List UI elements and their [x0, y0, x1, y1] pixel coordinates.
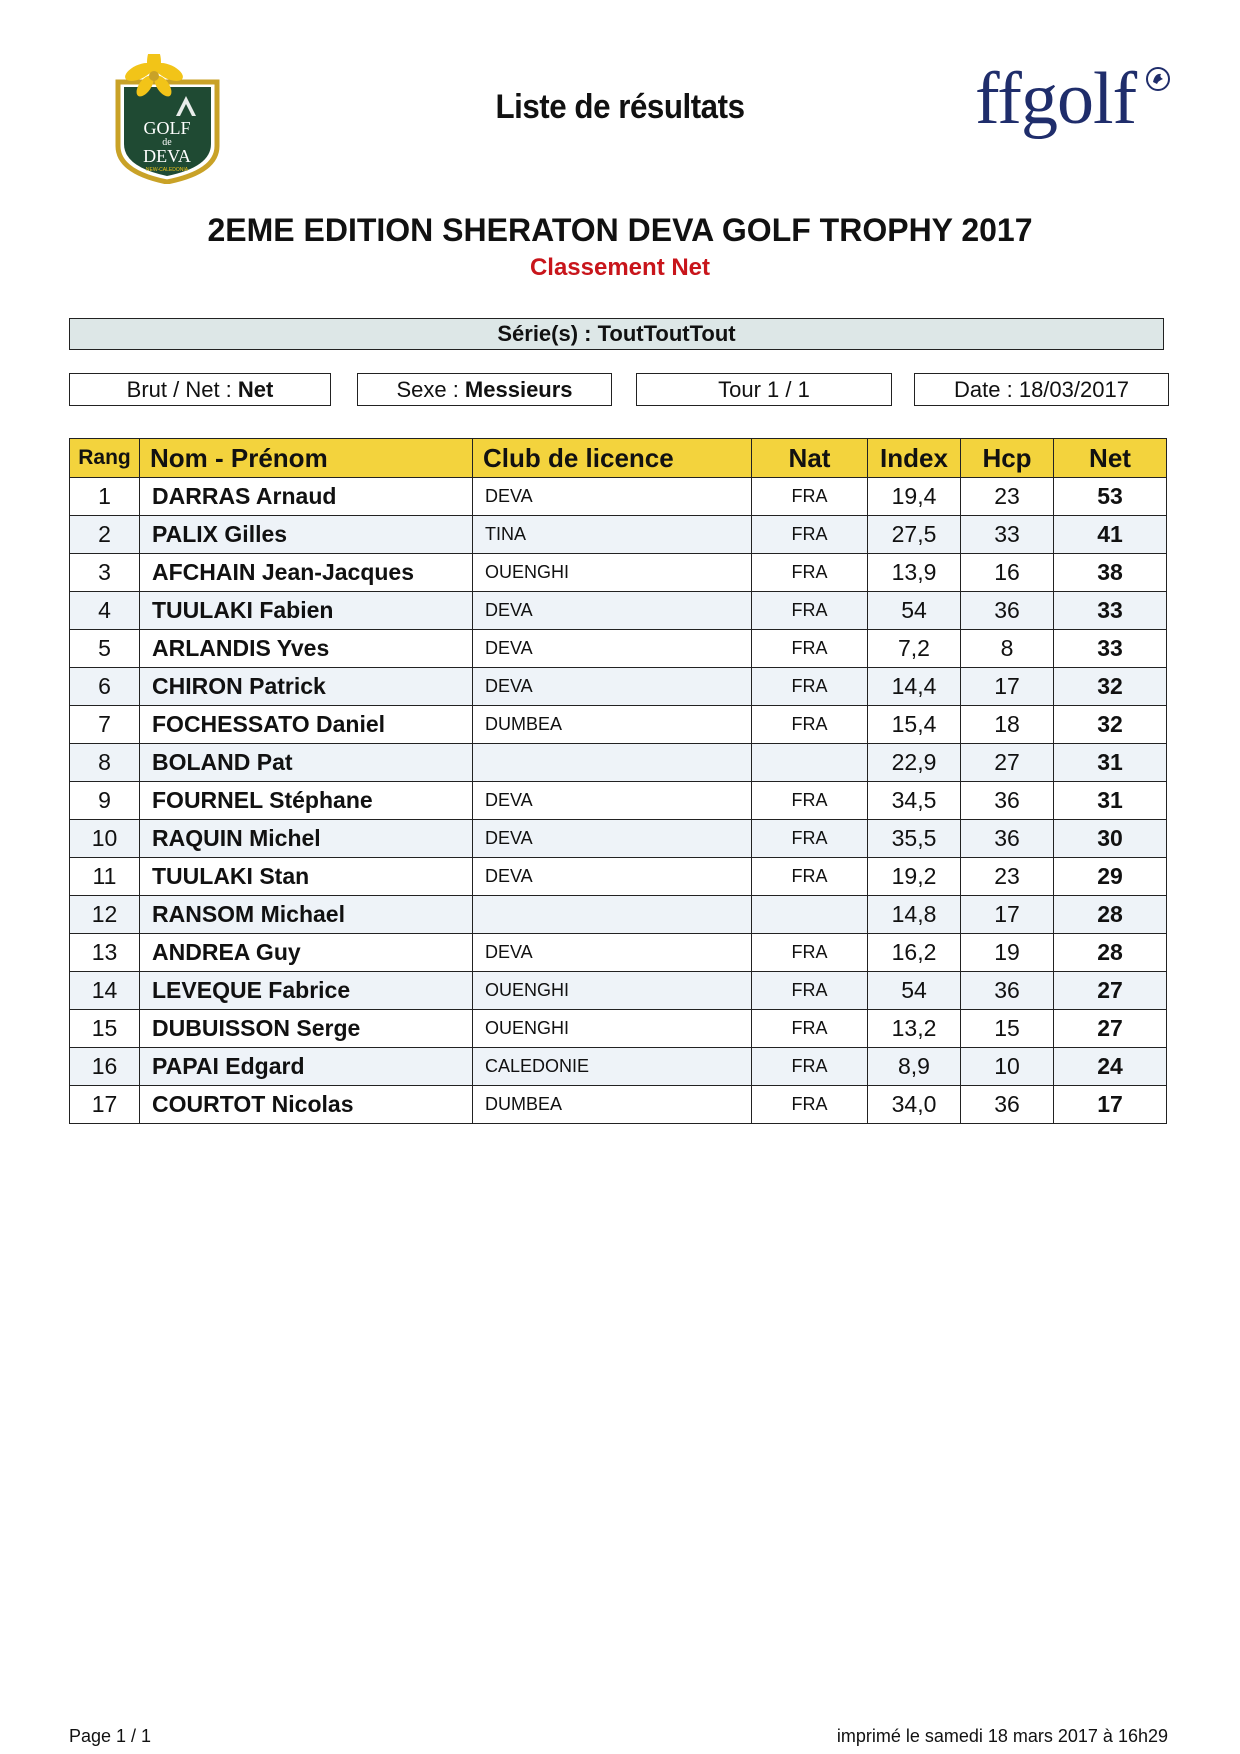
table-row: [70, 820, 1167, 858]
page-title: Liste de résultats: [495, 88, 745, 126]
table-row: [70, 896, 1167, 934]
cell-nom: TUULAKI Stan: [140, 858, 473, 896]
cell-club: DUMBEA: [473, 1086, 752, 1124]
table-row: [70, 592, 1167, 630]
event-title: 2EME EDITION SHERATON DEVA GOLF TROPHY 2017: [207, 212, 1033, 248]
cell-nat: FRA: [752, 820, 868, 858]
cell-nom: BOLAND Pat: [140, 744, 473, 782]
cell-rang: 14: [70, 972, 140, 1010]
cell-net: 33: [1054, 592, 1167, 630]
cell-index: 54: [868, 592, 961, 630]
cell-club: [473, 744, 752, 782]
cell-nat: FRA: [752, 972, 868, 1010]
cell-index: 14,4: [868, 668, 961, 706]
cell-rang: 15: [70, 1010, 140, 1048]
cell-rang: 4: [70, 592, 140, 630]
cell-nat: FRA: [752, 592, 868, 630]
cell-index: 34,0: [868, 1086, 961, 1124]
cell-rang: 6: [70, 668, 140, 706]
cell-club: OUENGHI: [473, 1010, 752, 1048]
brut-net-label: Brut / Net :: [126, 377, 238, 402]
table-row: [70, 516, 1167, 554]
cell-nom: CHIRON Patrick: [140, 668, 473, 706]
cell-index: 16,2: [868, 934, 961, 972]
cell-rang: 13: [70, 934, 140, 972]
cell-net: 27: [1054, 972, 1167, 1010]
cell-nom: FOURNEL Stéphane: [140, 782, 473, 820]
series-bar: Série(s) : ToutToutTout: [69, 318, 1164, 350]
cell-nom: DUBUISSON Serge: [140, 1010, 473, 1048]
cell-nom: ANDREA Guy: [140, 934, 473, 972]
tour-box: [636, 373, 892, 406]
cell-hcp: 17: [961, 668, 1054, 706]
cell-hcp: 36: [961, 972, 1054, 1010]
date-value: Date : 18/03/2017: [954, 377, 1129, 402]
ffgolf-wordmark: ffgolf: [975, 58, 1137, 140]
svg-text:GOLF: GOLF: [143, 118, 191, 138]
cell-club: OUENGHI: [473, 554, 752, 592]
cell-index: 22,9: [868, 744, 961, 782]
cell-net: 32: [1054, 706, 1167, 744]
cell-nat: FRA: [752, 630, 868, 668]
brut-net-value: Net: [237, 377, 274, 402]
cell-net: 28: [1054, 896, 1167, 934]
cell-rang: 16: [70, 1048, 140, 1086]
cell-index: 15,4: [868, 706, 961, 744]
cell-net: 32: [1054, 668, 1167, 706]
cell-nom: LEVEQUE Fabrice: [140, 972, 473, 1010]
cell-nom: PAPAI Edgard: [140, 1048, 473, 1086]
col-header-index: Index: [868, 439, 961, 478]
cell-club: DUMBEA: [473, 706, 752, 744]
cell-rang: 11: [70, 858, 140, 896]
cell-hcp: 19: [961, 934, 1054, 972]
cell-nom: ARLANDIS Yves: [140, 630, 473, 668]
cell-nat: FRA: [752, 782, 868, 820]
sexe-value: Messieurs: [464, 377, 573, 402]
cell-nom: TUULAKI Fabien: [140, 592, 473, 630]
cell-nat: FRA: [752, 934, 868, 972]
cell-index: 14,8: [868, 896, 961, 934]
cell-hcp: 18: [961, 706, 1054, 744]
cell-club: DEVA: [473, 630, 752, 668]
table-row: [70, 630, 1167, 668]
cell-rang: 3: [70, 554, 140, 592]
cell-hcp: 27: [961, 744, 1054, 782]
table-row: [70, 744, 1167, 782]
cell-index: 35,5: [868, 820, 961, 858]
col-header-nat: Nat: [752, 439, 868, 478]
cell-nat: FRA: [752, 1048, 868, 1086]
cell-rang: 1: [70, 478, 140, 516]
cell-club: DEVA: [473, 668, 752, 706]
print-date: imprimé le samedi 18 mars 2017 à 16h29: [836, 1726, 1168, 1746]
table-row: [70, 1086, 1167, 1124]
cell-hcp: 17: [961, 896, 1054, 934]
cell-nom: AFCHAIN Jean-Jacques: [140, 554, 473, 592]
header-row: [70, 439, 1167, 478]
cell-hcp: 33: [961, 516, 1054, 554]
table-row: [70, 1010, 1167, 1048]
cell-rang: 2: [70, 516, 140, 554]
cell-nat: FRA: [752, 478, 868, 516]
cell-nom: DARRAS Arnaud: [140, 478, 473, 516]
cell-net: 38: [1054, 554, 1167, 592]
sexe-box: [357, 373, 612, 406]
cell-net: 29: [1054, 858, 1167, 896]
cell-index: 13,2: [868, 1010, 961, 1048]
cell-club: DEVA: [473, 858, 752, 896]
cell-rang: 9: [70, 782, 140, 820]
sexe-label: Sexe :: [396, 377, 465, 402]
cell-hcp: 23: [961, 478, 1054, 516]
page-number: Page 1 / 1: [69, 1726, 152, 1746]
table-row: [70, 554, 1167, 592]
cell-index: 27,5: [868, 516, 961, 554]
cell-net: 28: [1054, 934, 1167, 972]
cell-nat: FRA: [752, 1010, 868, 1048]
cell-club: OUENGHI: [473, 972, 752, 1010]
cell-nat: FRA: [752, 516, 868, 554]
col-header-nom: Nom - Prénom: [140, 439, 473, 478]
ranking-type: Classement Net: [529, 254, 711, 281]
cell-nom: PALIX Gilles: [140, 516, 473, 554]
cell-net: 31: [1054, 782, 1167, 820]
cell-nom: FOCHESSATO Daniel: [140, 706, 473, 744]
cell-net: 30: [1054, 820, 1167, 858]
cell-nom: RANSOM Michael: [140, 896, 473, 934]
cell-nom: COURTOT Nicolas: [140, 1086, 473, 1124]
table-row: [70, 972, 1167, 1010]
cell-club: DEVA: [473, 934, 752, 972]
cell-rang: 12: [70, 896, 140, 934]
cell-club: DEVA: [473, 820, 752, 858]
cell-hcp: 36: [961, 592, 1054, 630]
table-row: [70, 858, 1167, 896]
cell-net: 53: [1054, 478, 1167, 516]
cell-hcp: 8: [961, 630, 1054, 668]
cell-club: DEVA: [473, 782, 752, 820]
results-table: [69, 438, 1167, 1124]
cell-index: 19,4: [868, 478, 961, 516]
table-row: [70, 478, 1167, 516]
cell-index: 34,5: [868, 782, 961, 820]
cell-hcp: 16: [961, 554, 1054, 592]
cell-club: TINA: [473, 516, 752, 554]
col-header-hcp: Hcp: [961, 439, 1054, 478]
cell-index: 13,9: [868, 554, 961, 592]
cell-club: CALEDONIE: [473, 1048, 752, 1086]
col-header-net: Net: [1054, 439, 1167, 478]
cell-club: [473, 896, 752, 934]
cell-index: 54: [868, 972, 961, 1010]
cell-nat: FRA: [752, 706, 868, 744]
cell-hcp: 36: [961, 1086, 1054, 1124]
cell-club: DEVA: [473, 592, 752, 630]
svg-text:de: de: [162, 137, 172, 148]
cell-rang: 8: [70, 744, 140, 782]
table-row: [70, 782, 1167, 820]
cell-hcp: 10: [961, 1048, 1054, 1086]
svg-text:NEW-CALEDONIA: NEW-CALEDONIA: [145, 167, 189, 173]
cell-net: 24: [1054, 1048, 1167, 1086]
cell-net: 33: [1054, 630, 1167, 668]
cell-net: 27: [1054, 1010, 1167, 1048]
cell-hcp: 36: [961, 782, 1054, 820]
cell-nat: [752, 896, 868, 934]
svg-text:DEVA: DEVA: [143, 146, 191, 166]
cell-rang: 5: [70, 630, 140, 668]
cell-hcp: 36: [961, 820, 1054, 858]
cell-club: DEVA: [473, 478, 752, 516]
table-row: [70, 934, 1167, 972]
cell-rang: 7: [70, 706, 140, 744]
cell-nat: FRA: [752, 1086, 868, 1124]
cell-hcp: 15: [961, 1010, 1054, 1048]
table-row: [70, 706, 1167, 744]
cell-net: 31: [1054, 744, 1167, 782]
cell-index: 7,2: [868, 630, 961, 668]
cell-nom: RAQUIN Michel: [140, 820, 473, 858]
col-header-rang: Rang: [70, 439, 140, 478]
cell-rang: 17: [70, 1086, 140, 1124]
table-row: [70, 668, 1167, 706]
cell-index: 19,2: [868, 858, 961, 896]
date-box: [914, 373, 1169, 406]
col-header-club: Club de licence: [473, 439, 752, 478]
cell-nat: FRA: [752, 668, 868, 706]
table-row: [70, 1048, 1167, 1086]
cell-hcp: 23: [961, 858, 1054, 896]
tour-value: Tour 1 / 1: [718, 377, 810, 402]
cell-net: 41: [1054, 516, 1167, 554]
cell-nat: FRA: [752, 554, 868, 592]
cell-nat: [752, 744, 868, 782]
cell-nat: FRA: [752, 858, 868, 896]
cell-rang: 10: [70, 820, 140, 858]
cell-index: 8,9: [868, 1048, 961, 1086]
cell-net: 17: [1054, 1086, 1167, 1124]
brut-net-box: [69, 373, 331, 406]
